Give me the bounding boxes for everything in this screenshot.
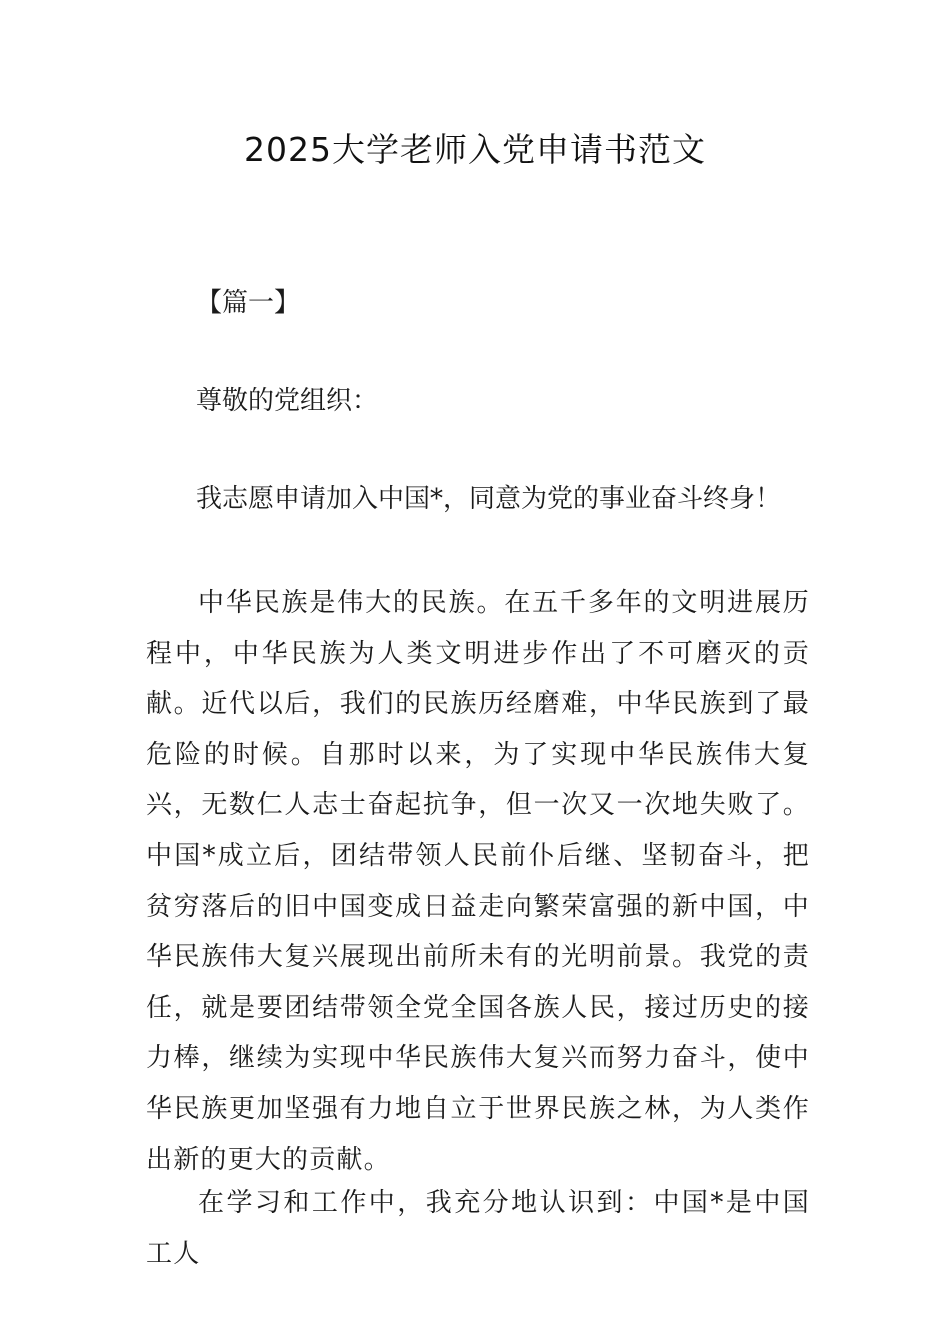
salutation: 尊敬的党组织： (196, 386, 379, 416)
section-label: 【篇一】 (196, 288, 301, 318)
pledge-statement: 我志愿申请加入中国*，同意为党的事业奋斗终身！ (196, 484, 782, 514)
document-title: 2025大学老师入党申请书范文 (244, 130, 706, 169)
body-paragraph: 在学习和工作中，我充分地认识到：中国*是中国工人 (146, 1188, 810, 1269)
body-paragraph: 中华民族是伟大的民族。在五千多年的文明进展历程中，中华民族为人类文明进步作出了不可磨灭的贡献。近代以后，我们的民族历经磨难，中华民族到了最危险的时候。自那时以来，为了实现中华民族伟大复兴，无数仁人志士奋起抗争，但一次又一次地失败了。中国*成立后，团结带领人民前仆后继、坚韧奋斗，把贫穷落后的旧中国变成日益走向繁荣富强的新中国，中华民族伟大复兴展现出前所未有的光明前景。我党的责任，就是要团结带领全党全国各族人民，接过历史的接力棒，继续为实现中华民族伟大复兴而努力奋斗，使中华民族更加坚强有力地自立于世界民族之林，为人类作出新的更大的贡献。 (146, 588, 810, 1175)
